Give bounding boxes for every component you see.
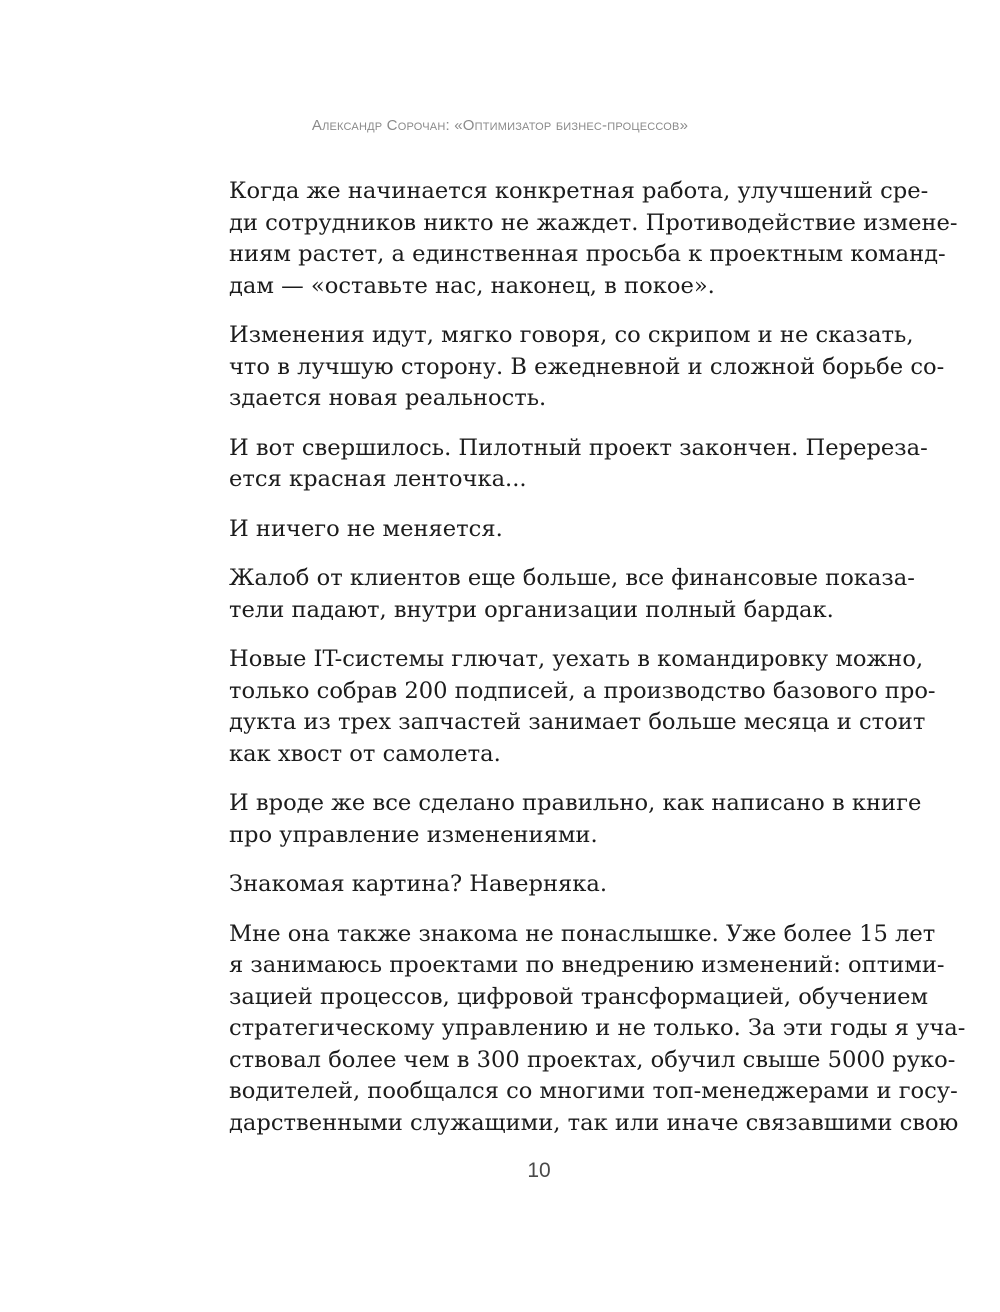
text-line: зацией процессов, цифровой трансформацией, обучением	[229, 983, 929, 1010]
paragraph	[229, 869, 879, 901]
text-line: как хвост от самолета.	[229, 740, 501, 767]
text-line: Новые IT-системы глючат, уехать в командировку можно,	[229, 646, 924, 672]
text-line: Жалоб от клиентов еще больше, все финансовые показа-	[229, 565, 915, 591]
text-line: водителей, пообщался со многими топ-менеджерами и госу-	[229, 1078, 958, 1104]
running-title: Александр Сорочан: «Оптимизатор бизнес-процессов»	[311, 117, 689, 134]
text-line: Когда же начинается конкретная работа, улучшений сре-	[229, 178, 929, 204]
body-text	[229, 176, 966, 1157]
text-line: только собрав 200 подписей, а производство базового про-	[229, 677, 936, 704]
text-line: Мне она также знакома не понаслышке. Уже более 15 лет	[229, 920, 936, 947]
text-line: ется красная ленточка...	[229, 466, 527, 492]
text-line: что в лучшую сторону. В ежедневной и сложной борьбе со-	[229, 353, 945, 380]
text-line: ствовал более чем в 300 проектах, обучил свыше 5000 руко-	[229, 1046, 956, 1073]
text-line: ниям растет, а единственная просьба к проектным команд-	[229, 241, 946, 267]
paragraph	[229, 320, 945, 415]
text-line: здается новая реальность.	[229, 385, 547, 411]
paragraph	[229, 919, 966, 1140]
paragraph	[229, 433, 928, 496]
page-number: 10	[527, 1159, 551, 1182]
text-line: я занимаюсь проектами по внедрению изменений: оптими-	[229, 952, 945, 978]
text-line: Изменения идут, мягко говоря, со скрипом и не сказать,	[229, 322, 914, 348]
text-line: ди сотрудников никто не жаждет. Противодействие измене-	[229, 209, 958, 236]
text-line: стратегическому управлению и не только. За эти годы я уча-	[229, 1015, 966, 1041]
text-line: дам — «оставьте нас, наконец, в покое».	[229, 272, 715, 299]
text-line: И ничего не меняется.	[229, 515, 503, 542]
paragraph	[229, 644, 936, 770]
text-line: дарственными служащими, так или иначе связавшими свою	[229, 1109, 959, 1136]
text-line: тели падают, внутри организации полный бардак.	[229, 596, 834, 623]
text-line: Знакомая картина? Наверняка.	[229, 871, 608, 897]
text-line: И вот свершилось. Пилотный проект закончен. Перереза-	[229, 434, 928, 461]
text-line: И вроде же все сделано правильно, как написано в книге	[229, 790, 922, 816]
paragraph	[229, 514, 879, 546]
paragraph	[229, 563, 915, 626]
text-line: дукта из трех запчастей занимает больше месяца и стоит	[229, 709, 926, 735]
paragraph	[229, 788, 922, 851]
paragraph	[229, 176, 958, 302]
text-line: про управление изменениями.	[229, 821, 598, 848]
